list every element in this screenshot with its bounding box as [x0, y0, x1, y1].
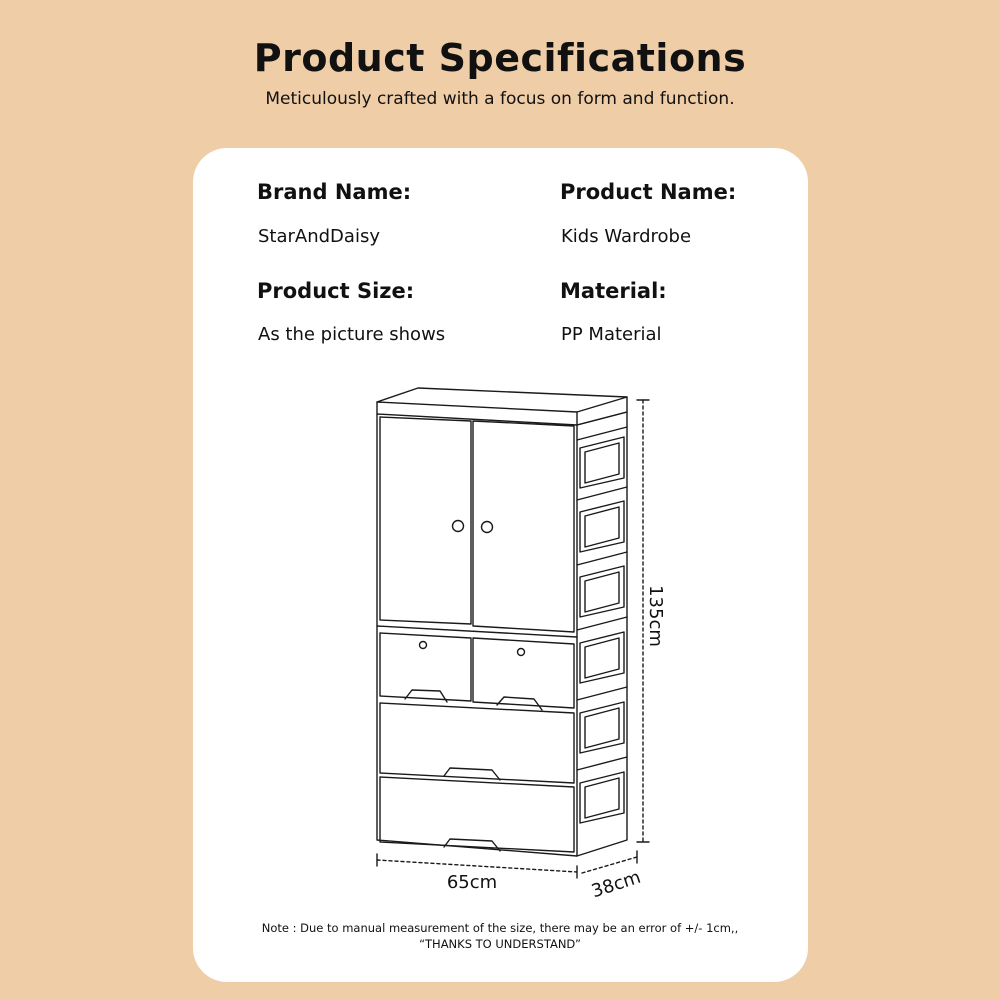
- note-line-2: “THANKS TO UNDERSTAND”: [419, 937, 581, 951]
- width-dimension-label: 65cm: [446, 872, 498, 893]
- material-label: Material:: [560, 279, 667, 303]
- page-subtitle: Meticulously crafted with a focus on form and function.: [265, 89, 735, 109]
- product-size-label: Product Size:: [257, 279, 415, 303]
- note-line-1: Note : Due to manual measurement of the size, there may be an error of +/- 1cm,,: [261, 921, 739, 935]
- page-title: Product Specifications: [253, 36, 747, 80]
- depth-dimension-label: 38cm: [588, 866, 644, 903]
- product-name-value: Kids Wardrobe: [561, 226, 692, 247]
- product-name-label: Product Name:: [560, 180, 737, 204]
- product-size-value: As the picture shows: [258, 324, 446, 345]
- brand-name-label: Brand Name:: [257, 180, 412, 204]
- height-dimension-label: 135cm: [645, 585, 666, 647]
- measurement-note: [0, 920, 1000, 952]
- brand-name-value: StarAndDaisy: [258, 226, 380, 247]
- material-value: PP Material: [561, 324, 662, 345]
